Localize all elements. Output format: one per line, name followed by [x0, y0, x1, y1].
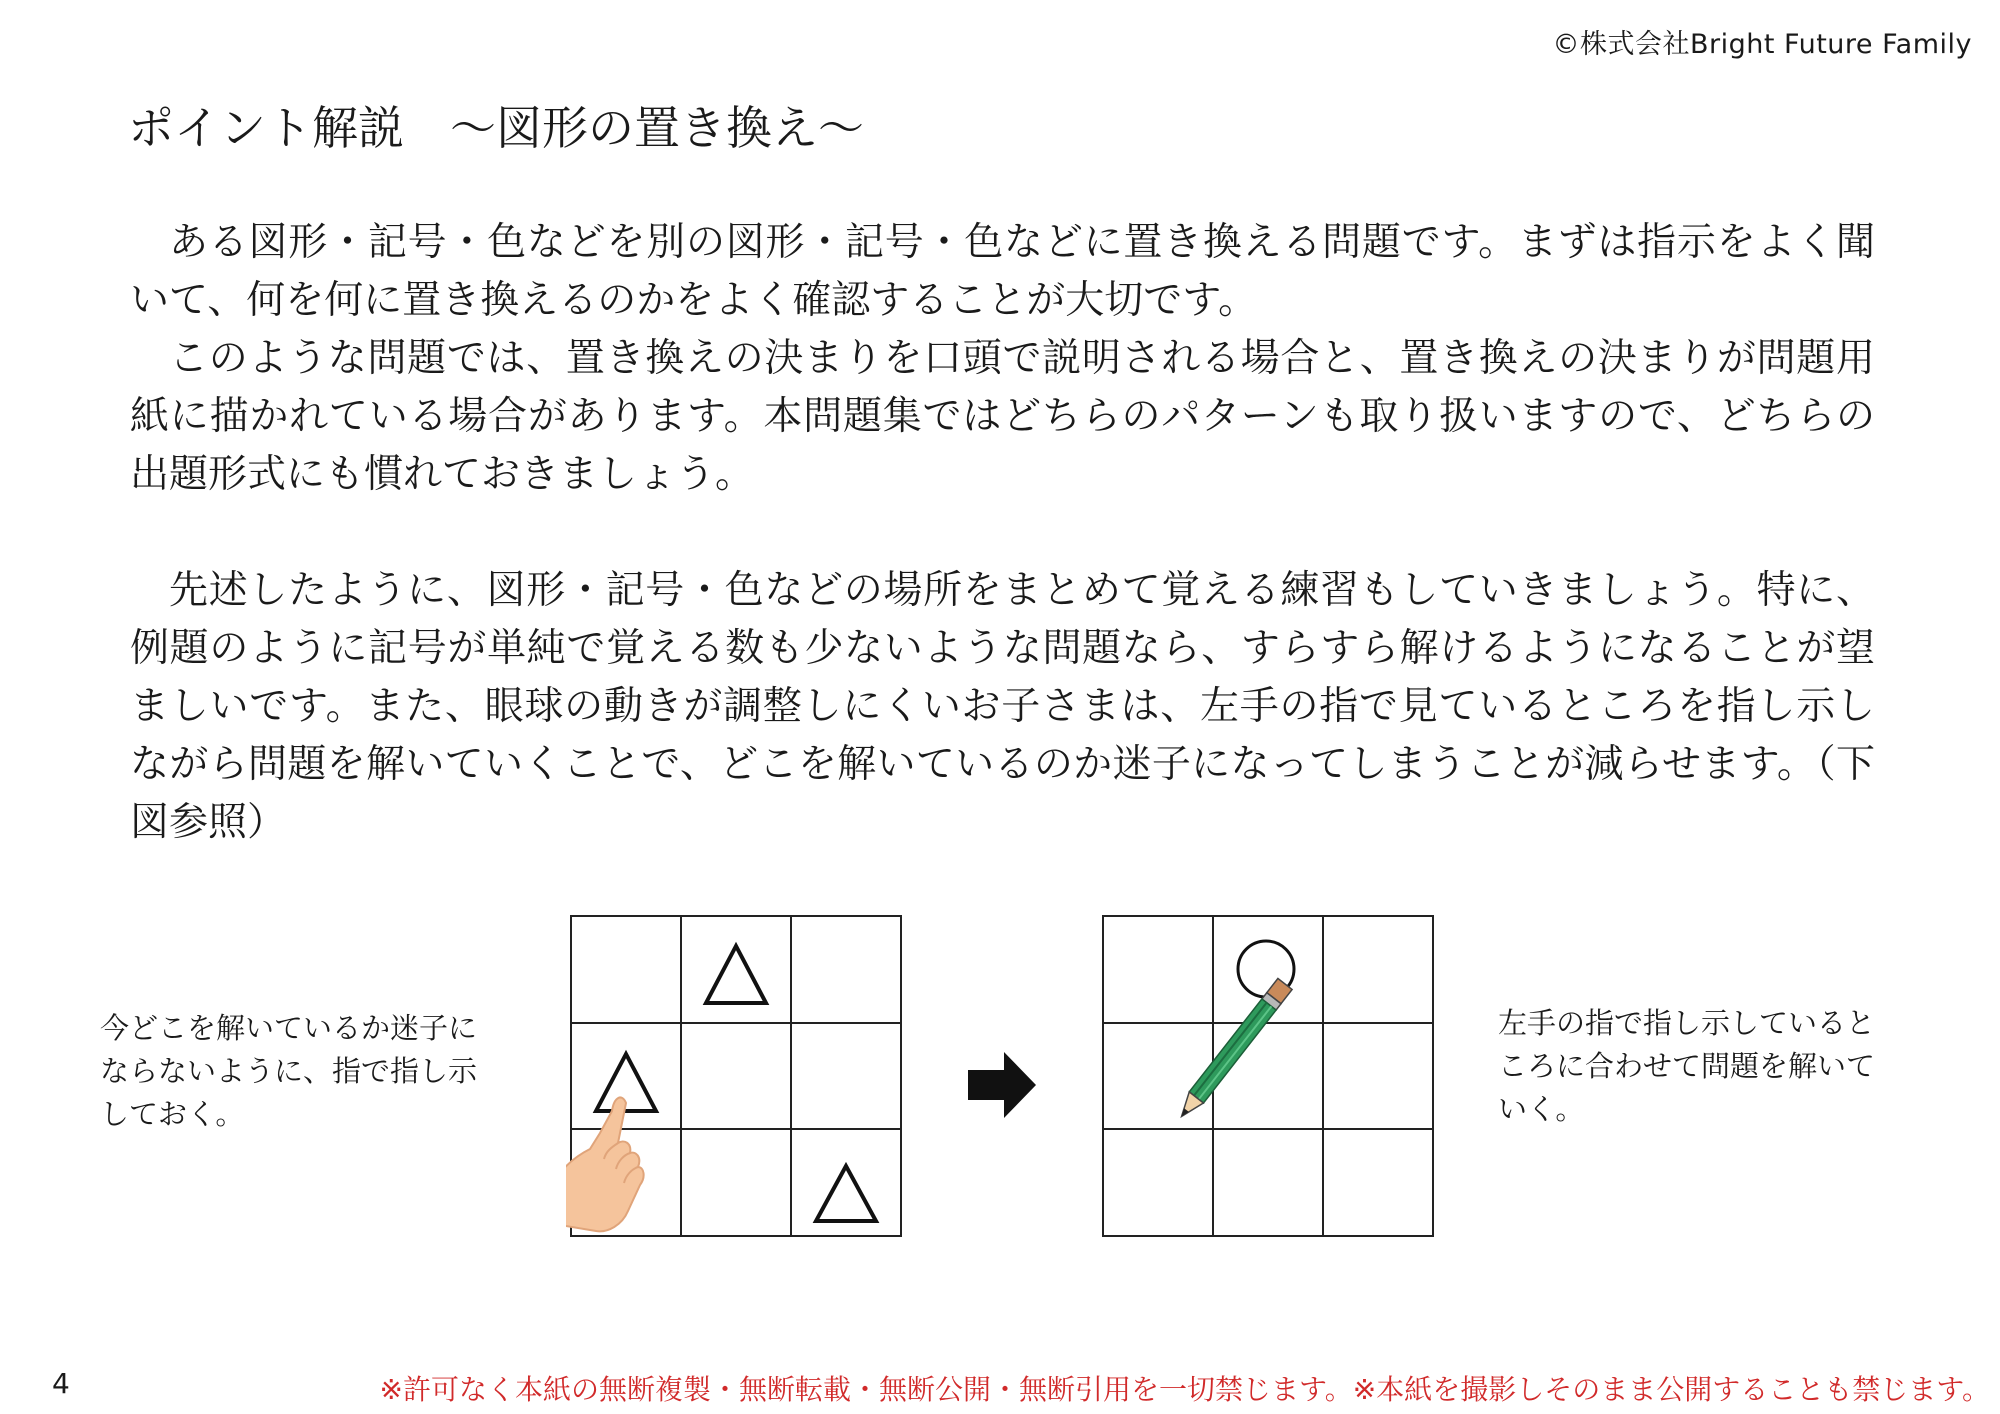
pointing-finger-icon	[566, 1097, 644, 1231]
paragraph-practice-tip: 先述したように、図形・記号・色などの場所をまとめて覚える練習もしていきましょう。特に、例題のように記号が単純で覚える数も少ないような問題なら、すらすら解けるようになることが望ましいです。また、眼球の動きが調整しにくいお子さまは、左手の指で見ているところを指し示しながら問題を解いていくことで、どこを解いているのか迷子になってしまうことが減らせます。（下図参照）	[130, 568, 1875, 845]
copyright-text: ©株式会社Bright Future Family	[1552, 29, 1972, 60]
left-example-grid	[566, 911, 906, 1241]
right-answer-grid	[1098, 911, 1438, 1241]
paragraph-intro: ある図形・記号・色などを別の図形・記号・色などに置き換える問題です。まずは指示をよく聞いて、何を何に置き換えるのかをよく確認することが大切です。	[130, 220, 1875, 323]
page-number: 4	[52, 1367, 70, 1400]
copyright-notice: ※許可なく本紙の無断複製・無断転載・無断公開・無断引用を一切禁じます。※本紙を撮影しそのまま公開することも禁じます。	[379, 1373, 1990, 1406]
right-figure-caption: 左手の指で指し示しているところに合わせて問題を解いていく。	[1498, 1006, 1876, 1126]
paragraph-question-types: このような問題では、置き換えの決まりを口頭で説明される場合と、置き換えの決まりが問題用紙に描かれている場合があります。本問題集ではどちらのパターンも取り扱いますので、どちらの出題形式にも慣れておきましょう。	[130, 336, 1875, 497]
page-title: ポイント解説 ～図形の置き換え～	[128, 101, 864, 155]
pencil-icon	[1174, 978, 1292, 1121]
explanation-body	[130, 214, 1875, 852]
triangle-icon	[816, 1166, 876, 1221]
right-arrow-icon	[968, 1050, 1038, 1120]
left-figure-caption: 今どこを解いているか迷子にならないように、指で指し示しておく。	[100, 1011, 478, 1131]
triangle-icon	[706, 946, 766, 1003]
